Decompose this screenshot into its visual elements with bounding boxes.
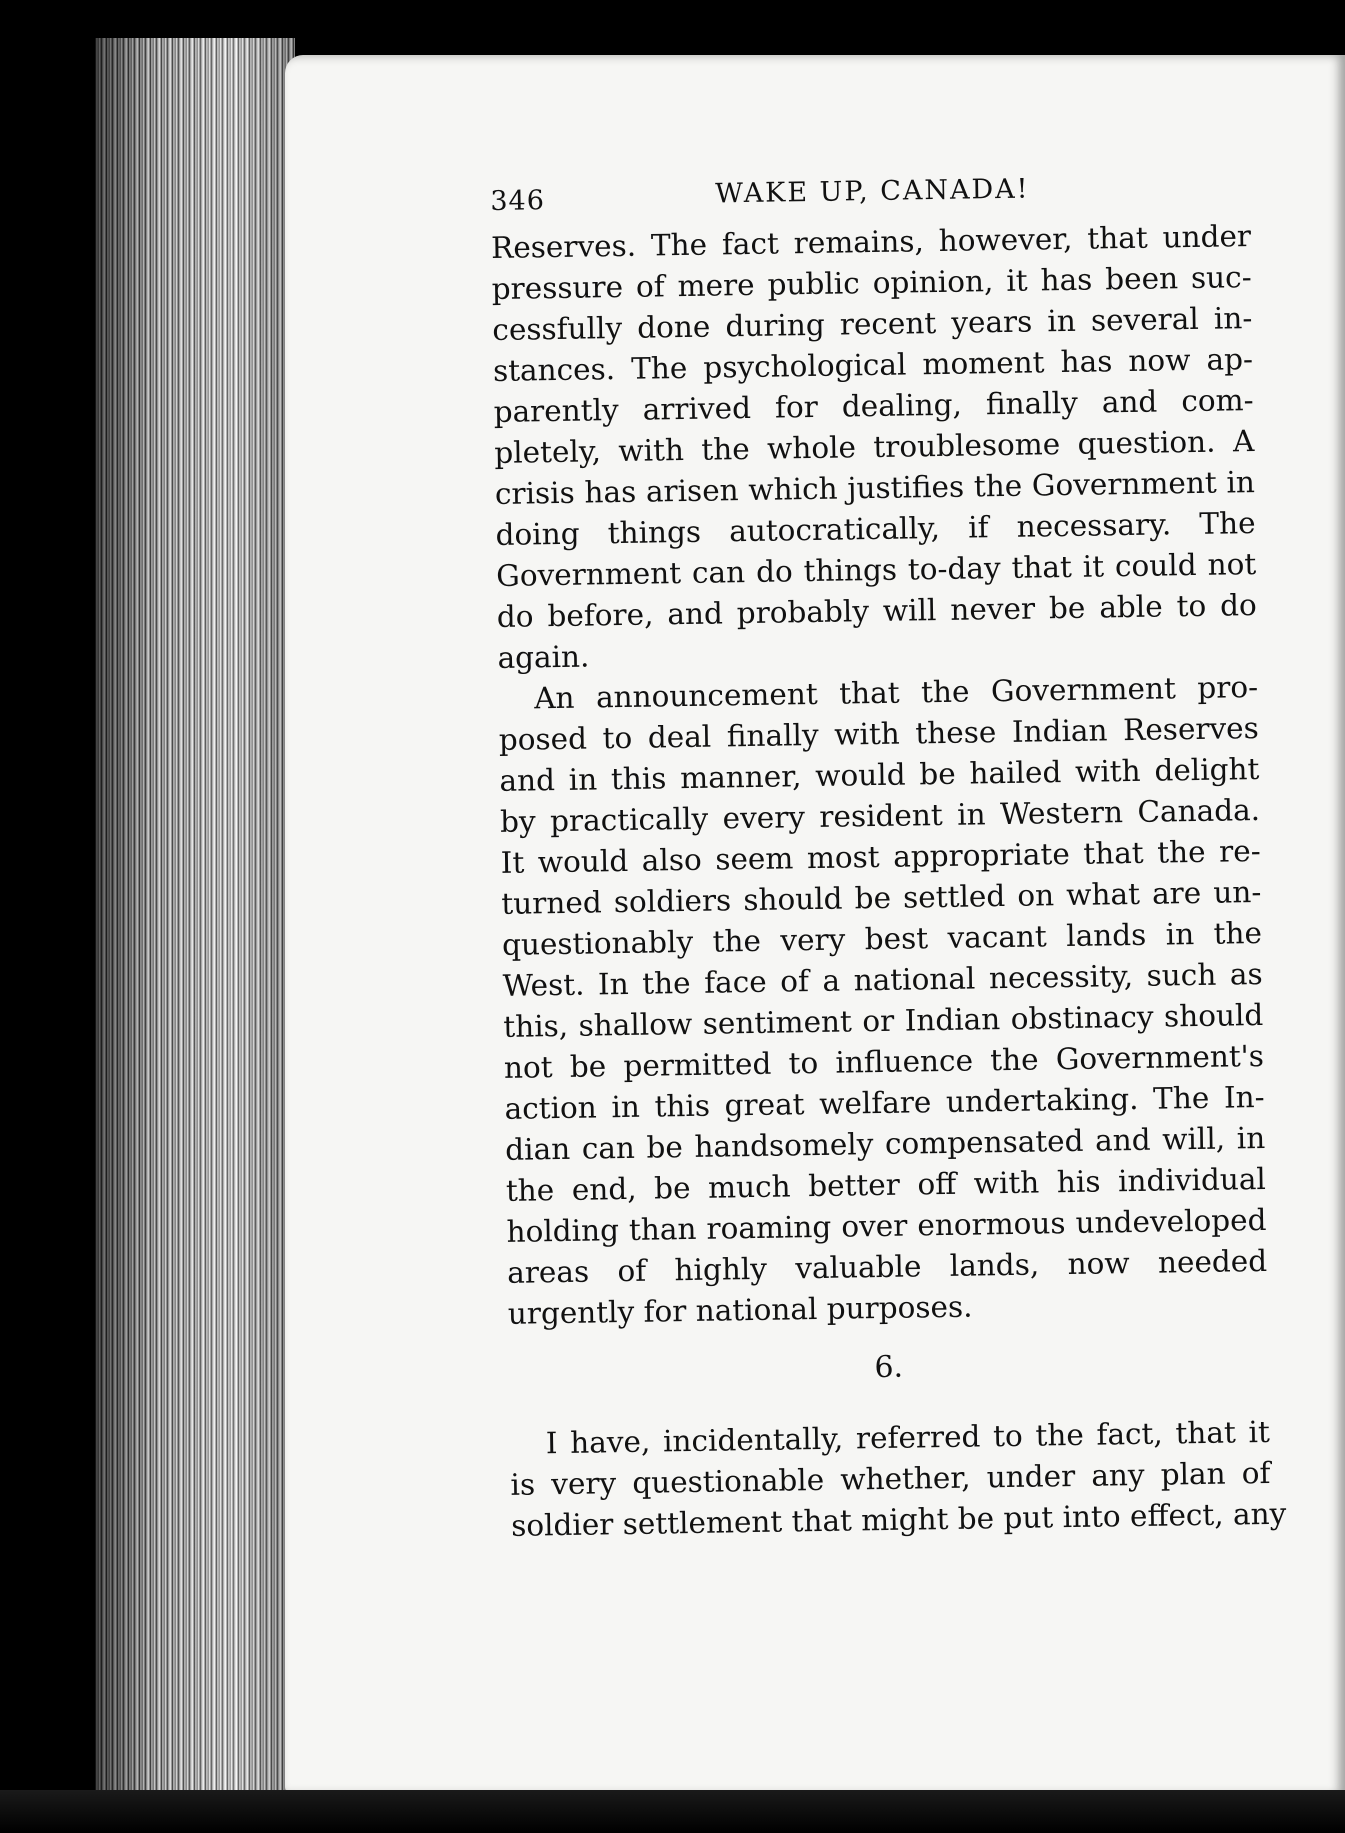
- text-line: and in this manner, would be hailed with delight: [499, 751, 1260, 798]
- section-number: 6.: [874, 1349, 904, 1386]
- text-line: pletely, with the whole troublesome question. A: [494, 424, 1255, 470]
- text-line: urgently for national purposes.: [507, 1289, 973, 1331]
- text-line: stances. The psychological moment has now ap-: [492, 342, 1254, 388]
- text-line: posed to deal finally with these Indian Reserves: [498, 710, 1260, 757]
- text-line: cessfully done during recent years in several in-: [492, 301, 1253, 347]
- text-line: pressure of mere public opinion, it has been suc-: [491, 260, 1252, 306]
- text-line: doing things autocratically, if necessary. The: [495, 506, 1256, 552]
- text-line: soldier settlement that might be put into effect, any: [510, 1496, 1287, 1543]
- running-title: WAKE UP, CANADA!: [715, 173, 1030, 210]
- text-line: parently arrived for dealing, finally and com-: [493, 383, 1254, 429]
- text-line: turned soldiers should be settled on what are un-: [501, 874, 1262, 921]
- text-line: It would also seem most appropriate that the re-: [500, 833, 1261, 880]
- text-line: again.: [497, 639, 590, 675]
- text-line: An announcement that the Government pro-: [533, 670, 1259, 716]
- text-line: is very questionable whether, under any plan of: [510, 1455, 1271, 1502]
- text-line: the end, be much better off with his individual: [505, 1161, 1267, 1208]
- text-line: Government can do things to-day that it could not: [495, 547, 1257, 593]
- text-line: questionably the very best vacant lands in the: [501, 915, 1263, 962]
- paragraph-2: [498, 666, 1308, 1334]
- text-line: areas of highly valuable lands, now needed: [506, 1243, 1268, 1290]
- page-edges: [95, 38, 295, 1833]
- text-line: do before, and probably will never be able to do: [496, 588, 1258, 634]
- page-number: 346: [490, 185, 546, 217]
- text-line: action in this great welfare undertaking. The In-: [504, 1079, 1265, 1126]
- paragraph-1: [491, 215, 1298, 679]
- text-line: West. In the face of a national necessity, such as: [502, 956, 1263, 1003]
- text-line: I have, incidentally, referred to the fact, that it: [545, 1414, 1271, 1461]
- text-line: crisis has arisen which justifies the Government in: [494, 465, 1256, 511]
- scan-border: [0, 1790, 1345, 1833]
- text-line: this, shallow sentiment or Indian obstinacy should: [503, 997, 1264, 1044]
- text-line: Reserves. The fact remains, however, that under: [490, 219, 1252, 265]
- page-content: [490, 165, 1311, 1546]
- text-line: not be permitted to influence the Government's: [503, 1038, 1265, 1085]
- text-line: dian can be handsomely compensated and will, in: [505, 1120, 1266, 1167]
- text-line: holding than roaming over enormous undeveloped: [506, 1202, 1267, 1249]
- text-line: by practically every resident in Western Canada.: [499, 792, 1261, 839]
- paragraph-3: [510, 1411, 1312, 1547]
